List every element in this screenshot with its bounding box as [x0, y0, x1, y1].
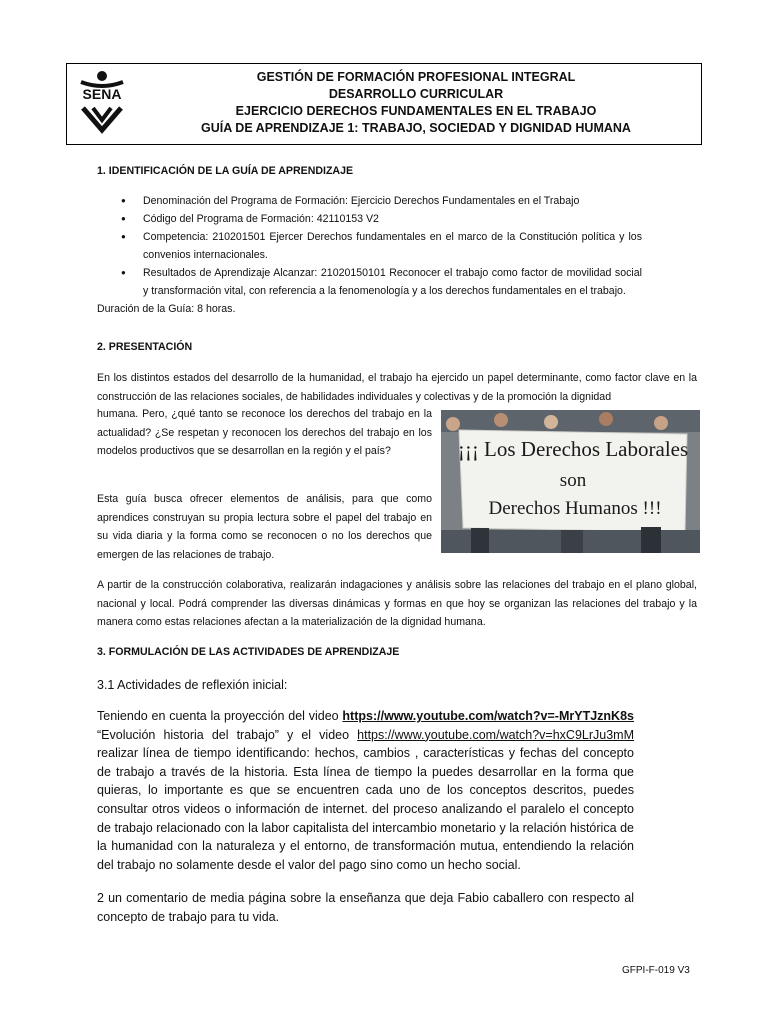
header-line-4: GUÍA DE APRENDIZAJE 1: TRABAJO, SOCIEDAD Y DIGNIDAD HUMANA	[201, 121, 631, 135]
list-item: ● Competencia: 210201501 Ejercer Derechos fundamentales en el marco de la Constitución política y los convenios internacionales.	[121, 228, 642, 264]
section3-subtitle: 3.1 Actividades de reflexión inicial:	[97, 678, 288, 692]
header-line-3: EJERCICIO DERECHOS FUNDAMENTALES EN EL TRABAJO	[235, 104, 597, 118]
header-title-block	[137, 69, 695, 137]
logo-text: SENA	[82, 86, 122, 102]
guide-duration: Duración de la Guía: 8 horas.	[97, 303, 236, 315]
protest-banner-photo	[441, 410, 700, 553]
form-code: GFPI-F-019 V3	[622, 965, 690, 976]
section1-bullet-list	[121, 192, 642, 300]
activity-text-intro: Teniendo en cuenta la proyección del video	[97, 709, 343, 723]
banner-line-3: Derechos Humanos !!!	[488, 498, 662, 519]
presentation-paragraph-2: Esta guía busca ofrecer elementos de análisis, para que como aprendices construyan su propia lectura sobre el papel del trabajo en su vida diaria y la forma como se reconocen o no los derechos que emergen de las relaciones de trabajo.	[97, 493, 432, 561]
list-item: ● Resultados de Aprendizaje Alcanzar: 21020150101 Reconocer el trabajo como factor de movilidad social y transformación vital, con referencia a la fenomenología y a los derechos fundamentales en el trabajo.	[121, 264, 642, 300]
banner-line-2: son	[559, 470, 587, 491]
presentation-paragraph-3: A partir de la construcción colaborativa, realizarán indagaciones y análisis sobre las relaciones del trabajo en el plano global, nacional y local. Podrá comprender las diversas dinámicas y formas en que hoy se organizan las relaciones del trabajo y la manera como estas relaciones afectan a la materialización de la dignidad humana.	[97, 579, 697, 628]
activity-paragraph-2: 2 un comentario de media página sobre la enseñanza que deja Fabio caballero con respecto al concepto de trabajo para tu vida.	[97, 891, 634, 924]
presentation-paragraph-1-cont: humana. Pero, ¿qué tanto se reconoce los derechos del trabajo en la actualidad? ¿Se respetan y reconocen los derechos del trabajo en los modelos productivos que se desarrollan en la región y el país?	[97, 408, 432, 457]
activity-text-middle: “Evolución historia del trabajo” y el video	[97, 727, 358, 742]
presentation-paragraph-1: En los distintos estados del desarrollo de la humanidad, el trabajo ha ejercido un papel determinante, como factor clave en la construcción de las relaciones sociales, de habilidades individuales y colectivas y de la promoción la dignidad	[97, 372, 697, 403]
section3-title: 3. FORMULACIÓN DE LAS ACTIVIDADES DE APRENDIZAJE	[97, 646, 400, 658]
header-line-1: GESTIÓN DE FORMACIÓN PROFESIONAL INTEGRAL	[256, 70, 576, 84]
section2-title: 2. PRESENTACIÓN	[97, 341, 193, 353]
sena-logo	[73, 68, 131, 140]
activity-paragraph-1	[97, 707, 634, 874]
video-link-2[interactable]: https://www.youtube.com/watch?v=hxC9LrJu3mM	[357, 727, 634, 742]
section1-title: 1. IDENTIFICACIÓN DE LA GUÍA DE APRENDIZAJE	[97, 165, 354, 177]
banner-line-1: ¡¡¡ Los Derechos Laborales	[457, 437, 689, 461]
video-link-1[interactable]: https://www.youtube.com/watch?v=-MrYTJznK8s	[342, 709, 634, 723]
header-line-2: DESARROLLO CURRICULAR	[328, 87, 504, 101]
activity-text-body: realizar línea de tiempo identificando: hechos, cambios , características y fechas del concepto de trabajo a través de la historia. Esta línea de tiempo la puedes desarrollar en la forma que quieras, lo importante es que se encuentren cada uno de los conceptos descritos, puedes consultar otros videos o información de internet. del proceso analizando el paralelo el concepto de trabajo relacionado con la labor capitalista del intercambio monetario y la relación histórica de la humanidad con la naturaleza y el entorno, de transformación mutua, entendiendo la relación del trabajo no solamente desde el valor del pago sino como un hecho social.	[97, 746, 634, 872]
list-item: ● Código del Programa de Formación: 42110153 V2	[121, 210, 642, 228]
list-item: ● Denominación del Programa de Formación: Ejercicio Derechos Fundamentales en el Trabajo	[121, 192, 642, 210]
document-header	[66, 63, 702, 145]
